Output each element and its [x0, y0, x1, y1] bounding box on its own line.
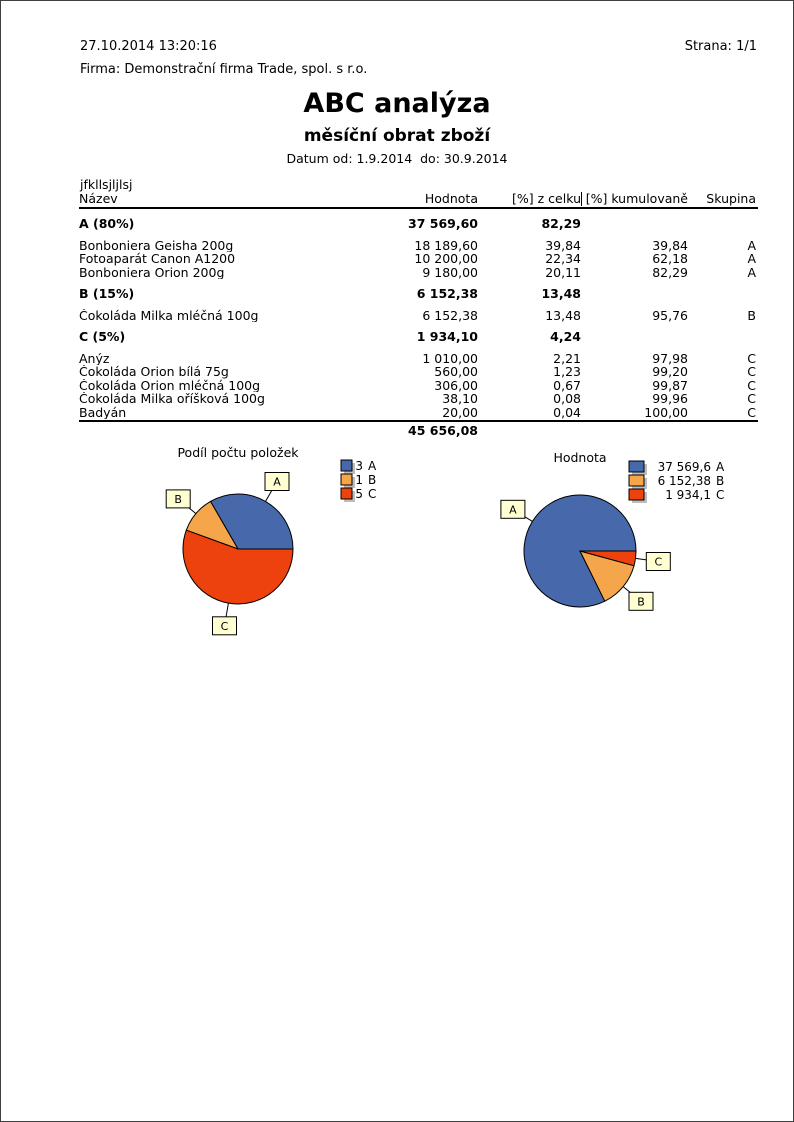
cell-empty [688, 424, 758, 438]
cell-hodnota: 306,00 [434, 378, 478, 392]
cell-skupina: C [747, 378, 756, 392]
cell-z-celku: 4,24 [550, 330, 581, 344]
cell-z-celku: 2,21 [553, 351, 581, 365]
column-header: [%] kumulovaně [581, 192, 688, 206]
cell-hodnota: 20,00 [442, 405, 478, 419]
legend-swatch-a [341, 460, 352, 471]
cell-nazev: B (15%) [79, 287, 135, 301]
cell-z-celku: 20,11 [545, 265, 581, 279]
cell-kumulovane: 100,00 [644, 405, 688, 419]
company-line: Firma: Demonstrační firma Trade, spol. s r.o. [80, 62, 368, 77]
report-title: ABC analýza [303, 88, 491, 119]
cell-skupina: A [747, 265, 756, 279]
group-row [79, 217, 758, 231]
cell-hodnota: 1 934,10 [416, 330, 478, 344]
cell-hodnota: 1 010,00 [422, 351, 478, 365]
slice-label: A [509, 503, 517, 517]
cell-skupina: A [747, 238, 756, 252]
page-meta-row [80, 39, 757, 54]
slice-label: C [220, 619, 229, 633]
table-row [79, 266, 758, 280]
legend-value: 3 [355, 459, 363, 473]
cell-nazev: Fotoaparát Canon A1200 [79, 252, 236, 266]
page-number: Strana: 1/1 [684, 39, 757, 54]
filter-note: jfkllsjljlsj [80, 177, 133, 192]
cell-nazev: Čokoláda Orion bílá 75g [79, 365, 229, 379]
table-header-row [79, 192, 758, 209]
slice-label: B [174, 492, 182, 506]
column-header: [%] z celku [512, 192, 581, 206]
date-range: Datum od: 1.9.2014 do: 30.9.2014 [286, 151, 508, 166]
group-row [79, 330, 758, 344]
cell-kumulovane [581, 287, 688, 301]
cell-hodnota: 6 152,38 [416, 287, 478, 301]
legend-value: 6 152,38 [657, 474, 711, 488]
cell-kumulovane: 62,18 [652, 252, 688, 266]
cell-z-celku: 82,29 [541, 217, 581, 231]
legend-value: 37 569,6 [657, 460, 711, 474]
legend-swatch-c [341, 488, 352, 499]
table-row [79, 392, 758, 406]
cell-kumulovane [581, 330, 688, 344]
cell-kumulovane: 95,76 [652, 308, 688, 322]
table-row [79, 309, 758, 323]
cell-hodnota: 37 569,60 [408, 217, 478, 231]
cell-hodnota: 38,10 [442, 392, 478, 406]
cell-kumulovane: 99,20 [652, 365, 688, 379]
legend-group: A [716, 460, 725, 474]
cell-empty [581, 424, 688, 438]
cell-nazev: Anýz [79, 351, 110, 365]
cell-skupina [688, 330, 758, 344]
chart-title: Hodnota [553, 450, 607, 465]
report-datetime: 27.10.2014 13:20:16 [80, 39, 217, 54]
cell-nazev: C (5%) [79, 330, 126, 344]
cell-nazev: A (80%) [79, 217, 135, 231]
abc-table [79, 192, 758, 438]
legend-group: B [716, 474, 725, 488]
legend-swatch-b [341, 474, 352, 485]
cell-nazev: Čokoláda Milka mléčná 100g [79, 308, 259, 322]
total-value: 45 656,08 [408, 424, 478, 438]
legend-group: B [368, 473, 377, 487]
legend-group: C [716, 488, 725, 502]
cell-nazev: Čokoláda Orion mléčná 100g [79, 378, 261, 392]
cell-hodnota: 10 200,00 [414, 252, 478, 266]
legend-swatch-b [629, 475, 644, 486]
legend-group: A [368, 459, 377, 473]
cell-skupina: A [747, 252, 756, 266]
pie-chart-value [441, 439, 751, 649]
cell-hodnota: 6 152,38 [422, 308, 478, 322]
group-row [79, 287, 758, 301]
cell-hodnota: 9 180,00 [422, 265, 478, 279]
cell-z-celku: 0,04 [553, 405, 581, 419]
cell-nazev: Bonboniera Geisha 200g [79, 238, 234, 252]
cell-kumulovane [581, 217, 688, 231]
column-header: Název [79, 192, 118, 206]
report-subtitle: měsíční obrat zboží [303, 126, 491, 146]
cell-nazev: Bonboniera Orion 200g [79, 265, 225, 279]
cell-kumulovane: 39,84 [652, 238, 688, 252]
slice-label: A [273, 475, 281, 489]
cell-skupina [688, 217, 758, 231]
table-row [79, 379, 758, 393]
cell-kumulovane: 97,98 [652, 351, 688, 365]
cell-kumulovane: 99,87 [652, 378, 688, 392]
legend-swatch-a [629, 461, 644, 472]
column-header: Hodnota [424, 192, 478, 206]
cell-skupina: C [747, 365, 756, 379]
pie-chart-item-count [101, 439, 381, 649]
slice-label: C [654, 555, 663, 569]
cell-z-celku: 13,48 [541, 287, 581, 301]
table-row [79, 406, 758, 420]
cell-hodnota: 18 189,60 [414, 238, 478, 252]
legend-value: 5 [355, 487, 363, 501]
cell-empty [478, 424, 581, 438]
table-row [79, 365, 758, 379]
cell-z-celku: 0,08 [553, 392, 581, 406]
column-header: Skupina [706, 192, 756, 206]
cell-kumulovane: 99,96 [652, 392, 688, 406]
table-row [79, 239, 758, 253]
cell-nazev: Čokoláda Milka oříšková 100g [79, 392, 265, 406]
legend-group: C [368, 487, 377, 501]
cell-z-celku: 1,23 [553, 365, 581, 379]
cell-empty [79, 424, 341, 438]
cell-skupina: C [747, 351, 756, 365]
cell-kumulovane: 82,29 [652, 265, 688, 279]
cell-skupina: C [747, 392, 756, 406]
cell-z-celku: 0,67 [553, 378, 581, 392]
slice-label: B [637, 595, 645, 609]
cell-z-celku: 39,84 [545, 238, 581, 252]
cell-skupina: C [747, 405, 756, 419]
legend-value: 1 934,1 [665, 488, 711, 502]
legend-value: 1 [355, 473, 363, 487]
total-row [79, 420, 758, 438]
cell-skupina [688, 287, 758, 301]
chart-title: Podíl počtu položek [177, 445, 299, 460]
cell-skupina: B [747, 308, 756, 322]
table-row [79, 352, 758, 366]
cell-z-celku: 13,48 [545, 308, 581, 322]
cell-z-celku: 22,34 [545, 252, 581, 266]
table-row [79, 252, 758, 266]
cell-nazev: Badyán [79, 405, 127, 419]
cell-hodnota: 560,00 [434, 365, 478, 379]
legend-swatch-c [629, 489, 644, 500]
